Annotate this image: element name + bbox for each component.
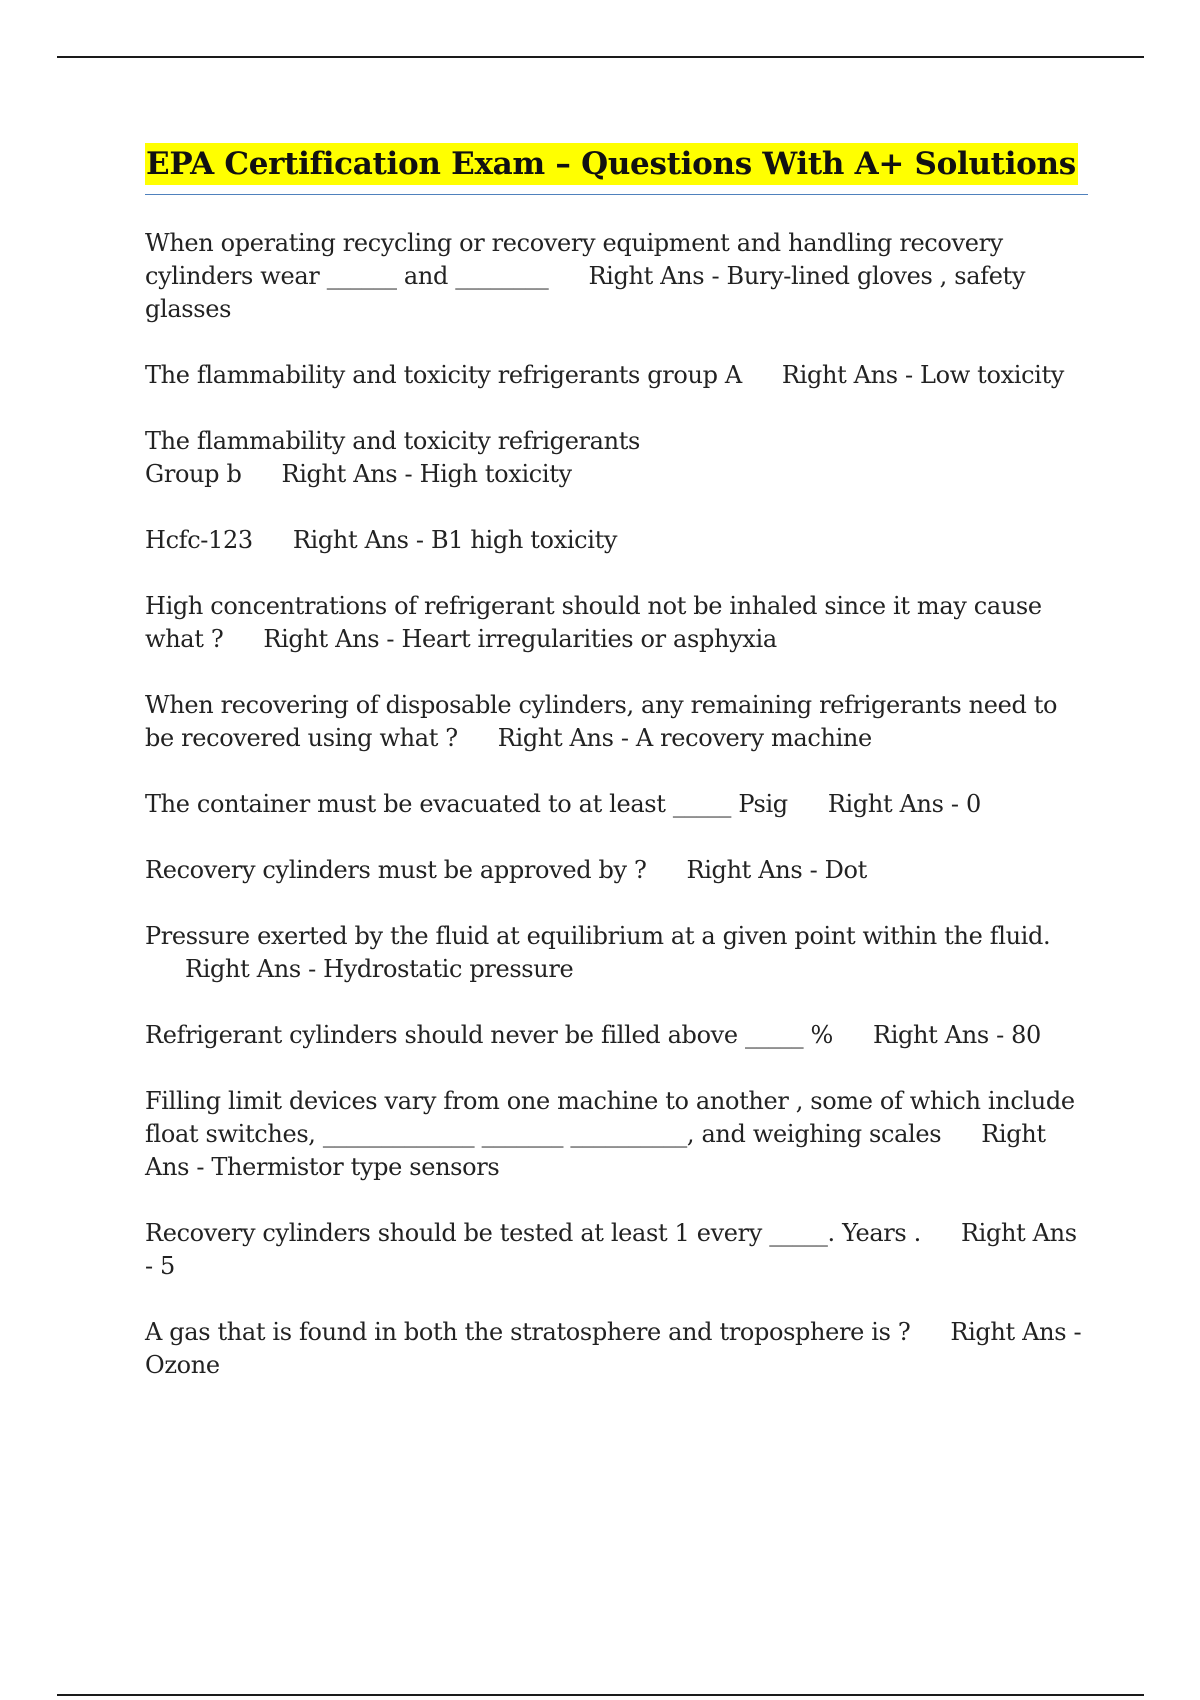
- answer-text: Right Ans - Ozone: [145, 1318, 1082, 1379]
- qa-item: [145, 1085, 1090, 1184]
- answer-text: Right Ans - B1 high toxicity: [292, 526, 618, 554]
- qa-item: [145, 920, 1090, 986]
- qa-item: [145, 359, 1090, 392]
- qa-item: [145, 788, 1090, 821]
- answer-text: Right Ans - Dot: [686, 856, 867, 884]
- question-text: Hcfc-123: [145, 526, 253, 554]
- answer-text: Right Ans - Low toxicity: [781, 361, 1065, 389]
- answer-text: Right Ans - A recovery machine: [497, 724, 872, 752]
- answer-text: Right Ans - Heart irregularities or asphyxia: [263, 625, 777, 653]
- qa-item: [145, 590, 1090, 656]
- page-title: EPA Certification Exam – Questions With A+ Solutions: [145, 143, 1078, 185]
- question-text: The flammability and toxicity refrigerants group A: [145, 361, 742, 389]
- qa-item: [145, 689, 1090, 755]
- answer-text: Right Ans - Bury-lined gloves , safety glasses: [145, 262, 1026, 323]
- qa-list: [145, 227, 1090, 1415]
- question-text: Recovery cylinders must be approved by ?: [145, 856, 647, 884]
- top-rule: [57, 56, 1144, 58]
- question-text: Recovery cylinders should be tested at least 1 every _____. Years .: [145, 1219, 921, 1247]
- qa-item: [145, 1316, 1090, 1382]
- qa-item: [145, 524, 1090, 557]
- question-text: High concentrations of refrigerant should not be inhaled since it may cause what ?: [145, 592, 1042, 653]
- question-text: When recovering of disposable cylinders, any remaining refrigerants need to be recovered using what ?: [145, 691, 1058, 752]
- title-block: [145, 143, 1088, 195]
- bottom-rule: [57, 1694, 1144, 1696]
- question-text: The flammability and toxicity refrigerants Group b: [145, 427, 640, 488]
- question-text: Filling limit devices vary from one machine to another , some of which include float switches, _____________ _______ __________, and weighing scales: [145, 1087, 1075, 1148]
- question-text: Pressure exerted by the fluid at equilibrium at a given point within the fluid.: [145, 922, 1051, 950]
- qa-item: [145, 425, 1090, 491]
- question-text: Refrigerant cylinders should never be filled above _____ %: [145, 1021, 833, 1049]
- qa-item: [145, 227, 1090, 326]
- answer-text: Right Ans - Thermistor type sensors: [145, 1120, 1046, 1181]
- question-text: The container must be evacuated to at least _____ Psig: [145, 790, 788, 818]
- qa-item: [145, 1019, 1090, 1052]
- qa-item: [145, 1217, 1090, 1283]
- answer-text: Right Ans - 5: [145, 1219, 1077, 1280]
- answer-text: Right Ans - 80: [873, 1021, 1041, 1049]
- answer-text: Right Ans - High toxicity: [281, 460, 572, 488]
- qa-item: [145, 854, 1090, 887]
- question-text: When operating recycling or recovery equipment and handling recovery cylinders wear ______ and ________: [145, 229, 1003, 290]
- question-text: A gas that is found in both the stratosphere and troposphere is ?: [145, 1318, 911, 1346]
- answer-text: Right Ans - 0: [827, 790, 981, 818]
- answer-text: Right Ans - Hydrostatic pressure: [185, 955, 574, 983]
